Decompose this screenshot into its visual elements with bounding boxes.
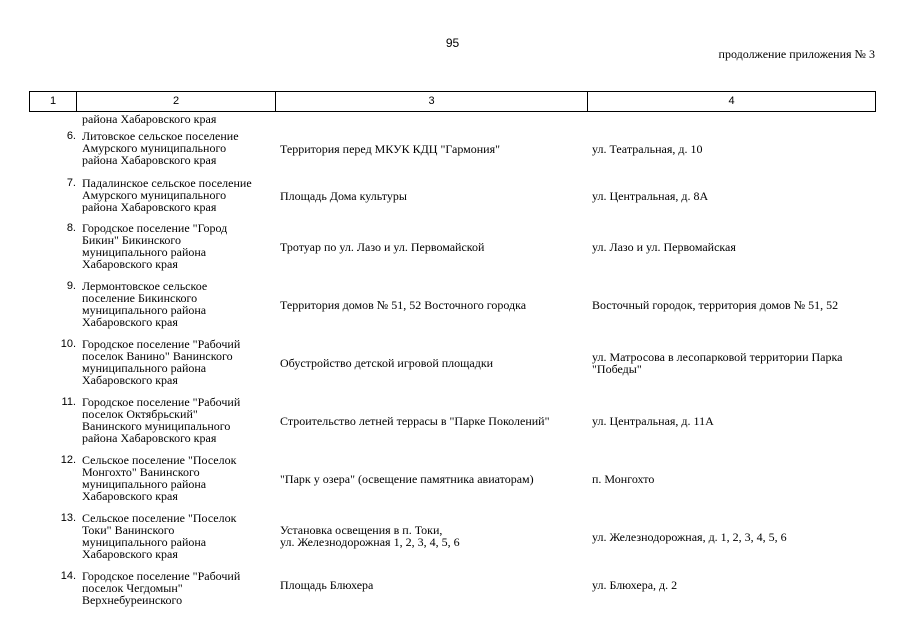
address-cell: ул. Матросова в лесопарковой территории Парка "Победы" <box>592 350 843 376</box>
row-number: 9. <box>66 280 76 292</box>
settlement-cell: Городское поселение "Рабочий поселок Ванино" Ванинского муниципального района Хабаровского края <box>82 337 241 387</box>
header-col-1: 1 <box>29 92 76 111</box>
table-row-carryover <box>29 113 876 125</box>
project-cell: Территория домов № 51, 52 Восточного городка <box>280 298 527 312</box>
settlement-cell: Литовское сельское поселение Амурского муниципального района Хабаровского края <box>82 129 239 167</box>
header-col-3: 3 <box>275 92 587 111</box>
table-row <box>29 130 876 166</box>
project-cell: Территория перед МКУК КДЦ "Гармония" <box>280 142 500 156</box>
settlement-cell: Сельское поселение "Поселок Токи" Ванинского муниципального района Хабаровского края <box>82 511 237 561</box>
address-cell: ул. Лазо и ул. Первомайская <box>592 240 736 254</box>
settlement-cell: Городское поселение "Рабочий поселок Октябрьский" Ванинского муниципального района Хабаровского края <box>82 395 241 445</box>
address-cell: ул. Железнодорожная, д. 1, 2, 3, 4, 5, 6 <box>592 530 787 544</box>
settlement-cell: Городское поселение "Рабочий поселок Чегдомын" Верхнебуреинского <box>82 569 241 607</box>
project-cell: Установка освещения в п. Токи, ул. Железнодорожная 1, 2, 3, 4, 5, 6 <box>280 523 460 549</box>
header-col-4: 4 <box>587 92 876 111</box>
row-number: 7. <box>66 177 76 189</box>
row-number: 6. <box>66 130 76 142</box>
project-cell: Обустройство детской игровой площадки <box>280 356 494 370</box>
table-row <box>29 570 876 606</box>
project-cell: "Парк у озера" (освещение памятника авиаторам) <box>280 472 534 486</box>
address-cell: п. Монгохто <box>592 472 655 486</box>
table-row <box>29 396 876 444</box>
page-number: 95 <box>445 36 460 50</box>
address-cell: ул. Театральная, д. 10 <box>592 142 703 156</box>
row-number: 11. <box>61 396 76 408</box>
table-row <box>29 177 876 213</box>
row-number: 8. <box>66 222 76 234</box>
row-number: 13. <box>60 512 76 524</box>
settlement-cell: Городское поселение "Город Бикин" Бикинского муниципального района Хабаровского края <box>82 221 228 271</box>
table-row <box>29 338 876 386</box>
settlement-cell: Сельское поселение "Поселок Монгохто" Ванинского муниципального района Хабаровского края <box>82 453 237 503</box>
row-number: 10. <box>60 338 76 350</box>
table-row <box>29 222 876 270</box>
row-number: 14. <box>60 570 76 582</box>
row-number: 12. <box>60 454 76 466</box>
table-header <box>29 91 876 112</box>
settlement-cell: Падалинское сельское поселение Амурского муниципального района Хабаровского края <box>82 176 252 214</box>
settlement-cell: Лермонтовское сельское поселение Бикинского муниципального района Хабаровского края <box>82 279 208 329</box>
continuation-note: продолжение приложения № 3 <box>718 47 875 61</box>
address-cell: ул. Центральная, д. 11А <box>592 414 714 428</box>
table-row <box>29 280 876 328</box>
header-col-2: 2 <box>76 92 275 111</box>
address-cell: ул. Блюхера, д. 2 <box>592 578 678 592</box>
table-row <box>29 454 876 502</box>
settlement-cell: района Хабаровского края <box>82 112 217 126</box>
project-cell: Площадь Блюхера <box>280 578 374 592</box>
table-row <box>29 512 876 560</box>
project-cell: Тротуар по ул. Лазо и ул. Первомайской <box>280 240 485 254</box>
address-cell: ул. Центральная, д. 8А <box>592 189 709 203</box>
project-cell: Площадь Дома культуры <box>280 189 407 203</box>
address-cell: Восточный городок, территория домов № 51, 52 <box>592 298 839 312</box>
project-cell: Строительство летней террасы в "Парке Поколений" <box>280 414 550 428</box>
